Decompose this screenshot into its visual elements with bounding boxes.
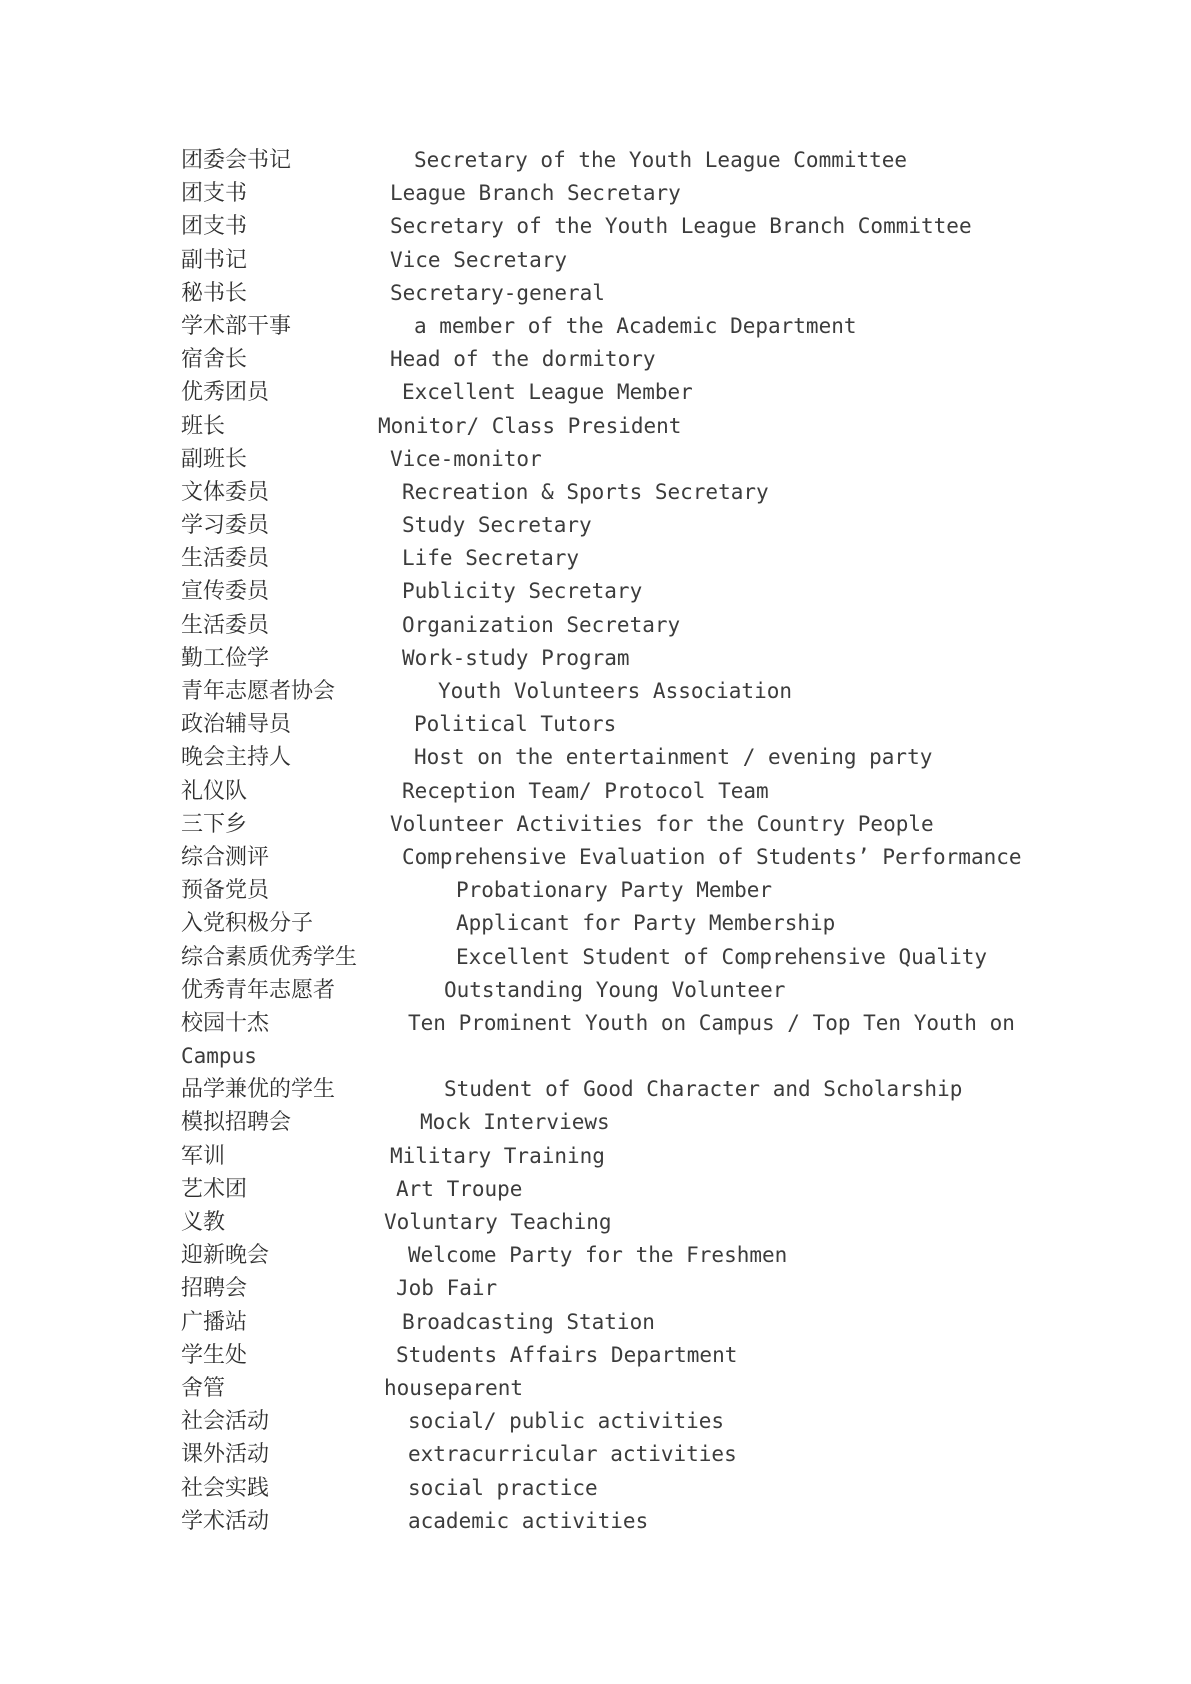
english-term: Welcome Party for the Freshmen	[408, 1243, 788, 1268]
glossary-entry	[181, 144, 1061, 177]
english-term: Students Affairs Department	[396, 1342, 738, 1367]
english-term: Secretary of the Youth League Committee	[414, 148, 908, 172]
english-term: Probationary Party Member	[456, 878, 773, 903]
glossary-entry	[181, 808, 1061, 841]
glossary-entry	[181, 775, 1061, 808]
english-term: Comprehensive Evaluation of Students’ Performance	[402, 844, 1022, 869]
glossary-list	[181, 144, 1061, 1538]
chinese-term: 广播站	[181, 1309, 248, 1335]
chinese-term: 生活委员	[181, 546, 270, 572]
chinese-term: 宣传委员	[181, 579, 270, 605]
english-term: Work-study Program	[402, 645, 630, 670]
glossary-entry	[181, 609, 1061, 642]
english-term: Voluntary Teaching	[384, 1210, 612, 1235]
english-term: Broadcasting Station	[402, 1309, 655, 1334]
chinese-term: 义教	[181, 1210, 226, 1236]
english-term: Military Training	[390, 1143, 605, 1168]
glossary-entry	[181, 277, 1061, 310]
chinese-term: 生活委员	[181, 612, 270, 638]
chinese-term: 副班长	[181, 446, 248, 472]
chinese-term: 社会实践	[181, 1475, 270, 1501]
glossary-entry	[181, 907, 1061, 940]
chinese-term: 秘书长	[181, 280, 248, 306]
chinese-term: 综合素质优秀学生	[181, 944, 358, 970]
glossary-entry	[181, 310, 1061, 343]
english-term-continuation: Campus	[181, 1044, 257, 1069]
glossary-entry	[181, 1339, 1061, 1372]
glossary-entry	[181, 874, 1061, 907]
glossary-entry	[181, 1106, 1061, 1139]
glossary-entry	[181, 376, 1061, 409]
english-term: Youth Volunteers Association	[438, 679, 793, 703]
english-term: Political Tutors	[414, 712, 617, 737]
english-term: Recreation & Sports Secretary	[402, 479, 769, 504]
chinese-term: 校园十杰	[181, 1010, 270, 1036]
chinese-term: 军训	[181, 1143, 226, 1169]
chinese-term: 勤工俭学	[181, 645, 270, 671]
glossary-entry	[181, 741, 1061, 774]
chinese-term: 品学兼优的学生	[181, 1077, 336, 1103]
glossary-entry	[181, 410, 1061, 443]
chinese-term: 礼仪队	[181, 778, 248, 804]
chinese-term: 学术活动	[181, 1508, 270, 1534]
glossary-entry	[181, 210, 1061, 243]
chinese-term: 文体委员	[181, 479, 270, 505]
glossary-entry	[181, 244, 1061, 277]
glossary-entry	[181, 476, 1061, 509]
chinese-term: 艺术团	[181, 1176, 248, 1202]
chinese-term: 预备党员	[181, 878, 270, 904]
glossary-entry	[181, 509, 1061, 542]
glossary-entry	[181, 941, 1061, 974]
chinese-term: 课外活动	[181, 1442, 270, 1468]
chinese-term: 优秀青年志愿者	[181, 977, 336, 1003]
english-term: Job Fair	[396, 1276, 498, 1301]
english-term: Art Troupe	[396, 1176, 523, 1201]
glossary-entry	[181, 575, 1061, 608]
english-term: social/ public activities	[408, 1409, 725, 1434]
english-term: Head of the dormitory	[390, 347, 656, 372]
chinese-term: 晚会主持人	[181, 745, 292, 771]
english-term: Secretary of the Youth League Branch Committee	[390, 214, 972, 239]
english-term: extracurricular activities	[408, 1442, 737, 1467]
english-term: Vice Secretary	[390, 247, 568, 272]
glossary-entry	[181, 1472, 1061, 1505]
glossary-entry	[181, 1140, 1061, 1173]
chinese-term: 宿舍长	[181, 347, 248, 373]
glossary-entry	[181, 1239, 1061, 1272]
chinese-term: 班长	[181, 413, 226, 439]
english-term: Reception Team/ Protocol Team	[402, 778, 769, 803]
chinese-term: 政治辅导员	[181, 712, 292, 738]
english-term: Outstanding Young Volunteer	[444, 977, 786, 1002]
glossary-entry	[181, 1173, 1061, 1206]
glossary-entry	[181, 443, 1061, 476]
english-term: Publicity Secretary	[402, 579, 643, 604]
english-term: Secretary-general	[390, 280, 605, 305]
glossary-entry	[181, 177, 1061, 210]
chinese-term: 招聘会	[181, 1276, 248, 1302]
english-term: Life Secretary	[402, 546, 580, 571]
chinese-term: 迎新晚会	[181, 1243, 270, 1269]
chinese-term: 团委会书记	[181, 148, 292, 173]
chinese-term: 社会活动	[181, 1409, 270, 1435]
english-term: Excellent Student of Comprehensive Quality	[456, 944, 988, 969]
glossary-entry	[181, 675, 1061, 708]
glossary-entry	[181, 1505, 1061, 1538]
english-term: Excellent League Member	[402, 380, 693, 405]
english-term: social practice	[408, 1475, 598, 1500]
english-term: Student of Good Character and Scholarship	[444, 1077, 963, 1102]
glossary-entry	[181, 1405, 1061, 1438]
glossary-entry	[181, 1007, 1061, 1073]
chinese-term: 学生处	[181, 1342, 248, 1368]
chinese-term: 团支书	[181, 181, 248, 207]
english-term: Applicant for Party Membership	[456, 911, 836, 936]
glossary-entry	[181, 343, 1061, 376]
chinese-term: 模拟招聘会	[181, 1110, 292, 1136]
glossary-entry	[181, 542, 1061, 575]
english-term: Ten Prominent Youth on Campus / Top Ten Youth on	[408, 1010, 1015, 1035]
chinese-term: 学习委员	[181, 513, 270, 539]
english-term: Study Secretary	[402, 513, 592, 538]
glossary-entry	[181, 1372, 1061, 1405]
english-term: Organization Secretary	[402, 612, 681, 637]
english-term: a member of the Academic Department	[414, 313, 857, 338]
chinese-term: 优秀团员	[181, 380, 270, 406]
chinese-term: 舍管	[181, 1375, 226, 1401]
english-term: Monitor/ Class President	[378, 413, 682, 438]
chinese-term: 入党积极分子	[181, 911, 314, 937]
chinese-term: 学术部干事	[181, 313, 292, 339]
english-term: academic activities	[408, 1508, 649, 1533]
chinese-term: 团支书	[181, 214, 248, 240]
glossary-entry	[181, 1306, 1061, 1339]
glossary-entry	[181, 1073, 1061, 1106]
chinese-term: 副书记	[181, 247, 248, 273]
glossary-entry	[181, 642, 1061, 675]
glossary-entry	[181, 974, 1061, 1007]
chinese-term: 综合测评	[181, 844, 270, 870]
glossary-entry	[181, 1438, 1061, 1471]
chinese-term: 三下乡	[181, 811, 248, 837]
english-term: Volunteer Activities for the Country People	[390, 811, 934, 836]
english-term: Vice-monitor	[390, 446, 542, 471]
glossary-entry	[181, 841, 1061, 874]
glossary-entry	[181, 1272, 1061, 1305]
english-term: houseparent	[384, 1375, 524, 1400]
english-term: Mock Interviews	[420, 1110, 610, 1135]
chinese-term: 青年志愿者协会	[181, 679, 336, 704]
english-term: League Branch Secretary	[390, 181, 681, 206]
english-term: Host on the entertainment / evening party	[414, 745, 933, 770]
glossary-entry	[181, 1206, 1061, 1239]
glossary-entry	[181, 708, 1061, 741]
